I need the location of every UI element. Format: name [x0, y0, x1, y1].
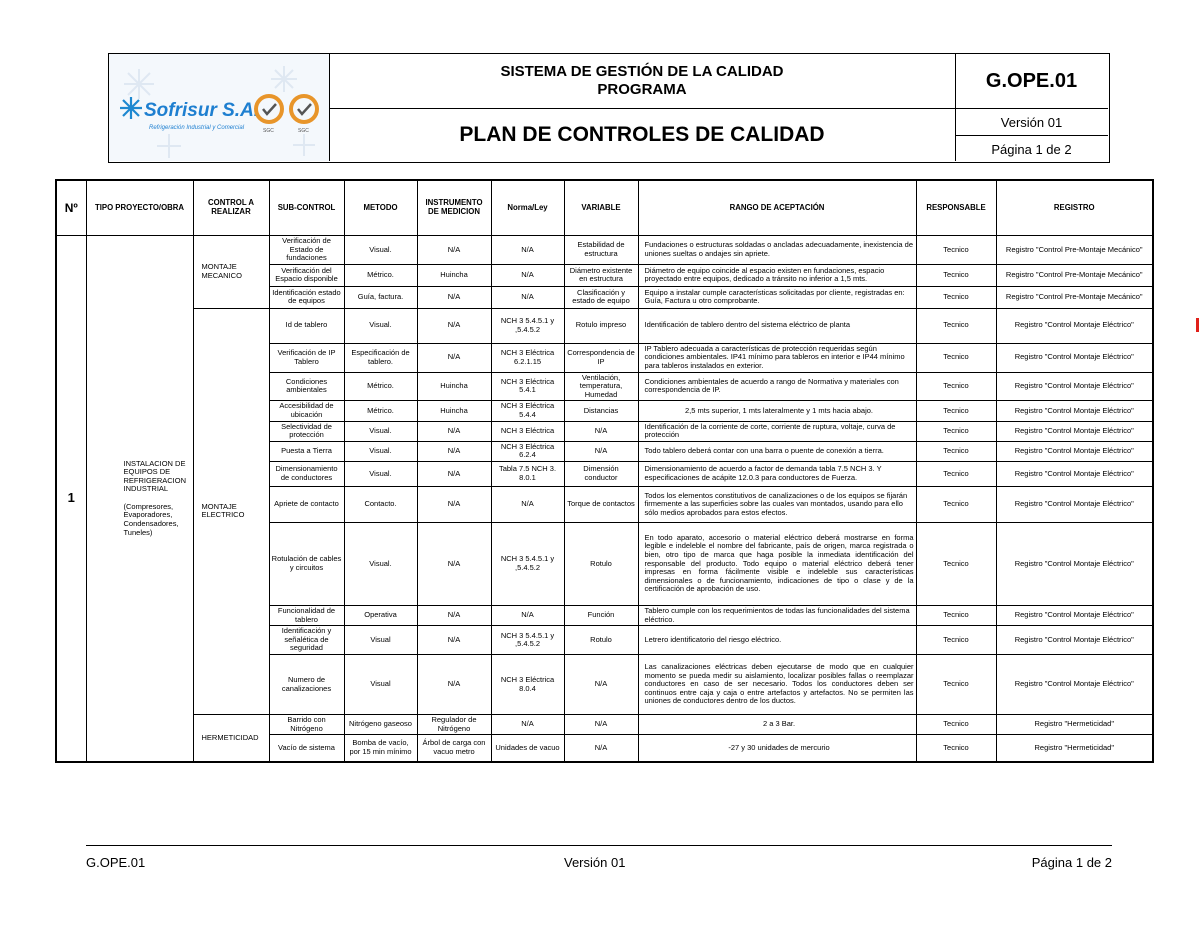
- method: Guía, factura.: [344, 286, 417, 308]
- norm: NCH 3 Eléctrica 5.4.1: [491, 372, 564, 401]
- record: Registro "Control Pre-Montaje Mecánico": [996, 286, 1153, 308]
- norm: N/A: [491, 715, 564, 735]
- column-header: RESPONSABLE: [916, 180, 996, 236]
- norm: NCH 3 Eléctrica 6.2.1.15: [491, 343, 564, 372]
- variable: Función: [564, 605, 638, 625]
- variable: Ventilación, temperatura, Humedad: [564, 372, 638, 401]
- responsible: Tecnico: [916, 715, 996, 735]
- logo-tagline-text: Refrigeración Industrial y Comercial: [149, 125, 245, 131]
- responsible: Tecnico: [916, 441, 996, 461]
- acceptance-range: Todo tablero deberá contar con una barra o puente de conexión a tierra.: [638, 441, 916, 461]
- method: Métrico.: [344, 401, 417, 421]
- method: Visual.: [344, 441, 417, 461]
- control-type: MONTAJE MECANICO: [193, 236, 269, 309]
- variable: N/A: [564, 441, 638, 461]
- column-header: INSTRUMENTO DE MEDICION: [417, 180, 491, 236]
- column-header: METODO: [344, 180, 417, 236]
- method: Visual.: [344, 522, 417, 605]
- instrument: N/A: [417, 522, 491, 605]
- method: Visual.: [344, 308, 417, 343]
- table-header-row: [56, 180, 1153, 236]
- logo-badge2-text: SGC: [298, 128, 309, 134]
- sub-control: Accesibilidad de ubicación: [269, 401, 344, 421]
- instrument: Huincha: [417, 372, 491, 401]
- column-header: CONTROL A REALIZAR: [193, 180, 269, 236]
- table-row: [56, 236, 1153, 265]
- method: Nitrógeno gaseoso: [344, 715, 417, 735]
- control-type: HERMETICIDAD: [193, 715, 269, 762]
- variable: N/A: [564, 715, 638, 735]
- norm: N/A: [491, 605, 564, 625]
- sub-control: Identificación y señalética de seguridad: [269, 626, 344, 655]
- responsible: Tecnico: [916, 264, 996, 286]
- method: Visual: [344, 655, 417, 715]
- record: Registro "Hermeticidad": [996, 735, 1153, 762]
- responsible: Tecnico: [916, 486, 996, 522]
- instrument: N/A: [417, 236, 491, 265]
- norm: NCH 3 5.4.5.1 y ,5.4.5.2: [491, 308, 564, 343]
- sub-control: Identificación estado de equipos: [269, 286, 344, 308]
- norm: NCH 3 Eléctrica: [491, 421, 564, 441]
- variable: Rotulo impreso: [564, 308, 638, 343]
- document-header: [108, 53, 1110, 163]
- acceptance-range: IP Tablero adecuada a características de protección requeridas según condiciones ambientales. IP41 mínimo para tableros en interior e IP44 mínimo para tableros instalados en exterior.: [638, 343, 916, 372]
- sub-control: Funcionalidad de tablero: [269, 605, 344, 625]
- sub-control: Puesta a Tierra: [269, 441, 344, 461]
- instrument: N/A: [417, 286, 491, 308]
- responsible: Tecnico: [916, 735, 996, 762]
- responsible: Tecnico: [916, 461, 996, 486]
- sub-control: Rotulación de cables y circuitos: [269, 522, 344, 605]
- footer-code: G.OPE.01: [86, 855, 146, 870]
- norm: N/A: [491, 264, 564, 286]
- record: Registro "Control Montaje Eléctrico": [996, 605, 1153, 625]
- variable: Dimensión conductor: [564, 461, 638, 486]
- norm: NCH 3 Eléctrica 5.4.4: [491, 401, 564, 421]
- footer-page: Página 1 de 2: [1031, 855, 1112, 870]
- instrument: N/A: [417, 441, 491, 461]
- system-title: [329, 54, 955, 109]
- column-header: Norma/Ley: [491, 180, 564, 236]
- instrument: N/A: [417, 605, 491, 625]
- acceptance-range: Tablero cumple con los requerimientos de todas las funcionalidades del sistema eléctrico.: [638, 605, 916, 625]
- acceptance-range: 2,5 mts superior, 1 mts lateralmente y 1 mts hacia abajo.: [638, 401, 916, 421]
- sub-control: Dimensionamiento de conductores: [269, 461, 344, 486]
- acceptance-range: Letrero identificatorio del riesgo eléctrico.: [638, 626, 916, 655]
- acceptance-range: Identificación de tablero dentro del sistema eléctrico de planta: [638, 308, 916, 343]
- acceptance-range: En todo aparato, accesorio o material eléctrico deberá mostrarse en forma legible e indeleble el nombre del fabricante, país de origen, marca registrada o bien, otro tipo de marca que haga posible la inmediata identificación del responsable del producto. Todo equipo o material eléctrico deberá tener impresas en forma fácilmente visible e indeleble sus características dimensionales o de funcionamiento, indicaciones de tipo o clase y de la certificación de aprobación de uso.: [638, 522, 916, 605]
- column-header: REGISTRO: [996, 180, 1153, 236]
- responsible: Tecnico: [916, 421, 996, 441]
- company-logo: [109, 54, 330, 161]
- method: Visual.: [344, 461, 417, 486]
- acceptance-range: Diámetro de equipo coincide al espacio existen en fundaciones, espacio proyectado entre equipos, dedicado a tránsito no inferior a 1,5 mts.: [638, 264, 916, 286]
- acceptance-range: Equipo a instalar cumple características solicitadas por cliente, registradas en: Guía, Factura u otro comprobante.: [638, 286, 916, 308]
- responsible: Tecnico: [916, 286, 996, 308]
- item-number: 1: [56, 236, 86, 762]
- responsible: Tecnico: [916, 308, 996, 343]
- sub-control: Verificación del Espacio disponible: [269, 264, 344, 286]
- sub-control: Verificación de IP Tablero: [269, 343, 344, 372]
- record: Registro "Control Montaje Eléctrico": [996, 441, 1153, 461]
- responsible: Tecnico: [916, 372, 996, 401]
- project-type: [86, 236, 193, 762]
- record: Registro "Control Montaje Eléctrico": [996, 401, 1153, 421]
- instrument: Huincha: [417, 401, 491, 421]
- acceptance-range: Dimensionamiento de acuerdo a factor de demanda tabla 7.5 NCH 3. Y especificaciones de acápite 12.0.3 para conductores de Fuerza.: [638, 461, 916, 486]
- sub-control: Id de tablero: [269, 308, 344, 343]
- norm: NCH 3 Eléctrica 8.0.4: [491, 655, 564, 715]
- record: Registro "Control Montaje Eléctrico": [996, 461, 1153, 486]
- method: Métrico.: [344, 372, 417, 401]
- system-line1: SISTEMA DE GESTIÓN DE LA CALIDAD: [500, 63, 784, 80]
- variable: N/A: [564, 421, 638, 441]
- responsible: Tecnico: [916, 605, 996, 625]
- method: Métrico.: [344, 264, 417, 286]
- controls-table: [55, 179, 1154, 763]
- column-header: TIPO PROYECTO/OBRA: [86, 180, 193, 236]
- table-row: [56, 715, 1153, 735]
- sub-control: Numero de canalizaciones: [269, 655, 344, 715]
- norm: NCH 3 Eléctrica 6.2.4: [491, 441, 564, 461]
- instrument: Huincha: [417, 264, 491, 286]
- document-code: G.OPE.01: [955, 54, 1108, 109]
- variable: Distancias: [564, 401, 638, 421]
- logo-brand-text: Sofrisur S.A.: [144, 100, 260, 121]
- control-type: MONTAJE ELECTRICO: [193, 308, 269, 714]
- instrument: Árbol de carga con vacuo metro: [417, 735, 491, 762]
- instrument: N/A: [417, 655, 491, 715]
- record: Registro "Control Pre-Montaje Mecánico": [996, 236, 1153, 265]
- footer-version: Versión 01: [564, 855, 626, 870]
- sub-control: Selectividad de protección: [269, 421, 344, 441]
- acceptance-range: Fundaciones o estructuras soldadas o ancladas adecuadamente, inexistencia de uniones sueltas o andajes sin apriete.: [638, 236, 916, 265]
- method: Bomba de vacío, por 15 min mínimo: [344, 735, 417, 762]
- instrument: N/A: [417, 486, 491, 522]
- logo-badge1-text: SGC: [263, 128, 274, 134]
- responsible: Tecnico: [916, 655, 996, 715]
- acceptance-range: Identificación de la corriente de corte, corriente de ruptura, voltaje, curva de protección: [638, 421, 916, 441]
- method: Visual.: [344, 421, 417, 441]
- record: Registro "Control Montaje Eléctrico": [996, 522, 1153, 605]
- responsible: Tecnico: [916, 626, 996, 655]
- sub-control: Apriete de contacto: [269, 486, 344, 522]
- record: Registro "Control Montaje Eléctrico": [996, 372, 1153, 401]
- instrument: N/A: [417, 308, 491, 343]
- document-version: Versión 01: [955, 109, 1108, 136]
- record: Registro "Control Montaje Eléctrico": [996, 626, 1153, 655]
- record: Registro "Control Montaje Eléctrico": [996, 486, 1153, 522]
- responsible: Tecnico: [916, 343, 996, 372]
- variable: Torque de contactos: [564, 486, 638, 522]
- method: Especificación de tablero.: [344, 343, 417, 372]
- norm: Tabla 7.5 NCH 3. 8.0.1: [491, 461, 564, 486]
- document-footer: [86, 845, 1112, 876]
- acceptance-range: 2 a 3 Bar.: [638, 715, 916, 735]
- norm: N/A: [491, 486, 564, 522]
- responsible: Tecnico: [916, 236, 996, 265]
- responsible: Tecnico: [916, 401, 996, 421]
- sub-control: Condiciones ambientales: [269, 372, 344, 401]
- record: Registro "Control Montaje Eléctrico": [996, 655, 1153, 715]
- record: Registro "Control Montaje Eléctrico": [996, 343, 1153, 372]
- record: Registro "Control Pre-Montaje Mecánico": [996, 264, 1153, 286]
- sub-control: Verificación de Estado de fundaciones: [269, 236, 344, 265]
- norm: N/A: [491, 286, 564, 308]
- record: Registro "Control Montaje Eléctrico": [996, 421, 1153, 441]
- table-row: [56, 308, 1153, 343]
- system-line2: PROGRAMA: [597, 81, 687, 98]
- method: Visual.: [344, 236, 417, 265]
- sub-control: Barrido con Nitrógeno: [269, 715, 344, 735]
- variable: Diámetro existente en estructura: [564, 264, 638, 286]
- project-components: (Compresores, Evaporadores, Condensadores, Tuneles): [123, 501, 179, 537]
- norm: NCH 3 5.4.5.1 y ,5.4.5.2: [491, 522, 564, 605]
- method: Visual: [344, 626, 417, 655]
- document-page: Página 1 de 2: [991, 141, 1072, 157]
- variable: Clasificación y estado de equipo: [564, 286, 638, 308]
- margin-marker: [1196, 318, 1199, 332]
- column-header: RANGO DE ACEPTACIÓN: [638, 180, 916, 236]
- method: Contacto.: [344, 486, 417, 522]
- sub-control: Vacío de sistema: [269, 735, 344, 762]
- method: Operativa: [344, 605, 417, 625]
- acceptance-range: Condiciones ambientales de acuerdo a rango de Normativa y materiales con correspondencia de IP.: [638, 372, 916, 401]
- instrument: Regulador de Nitrógeno: [417, 715, 491, 735]
- project-name: INSTALACION DE EQUIPOS DE REFRIGERACION INDUSTRIAL: [123, 458, 187, 494]
- instrument: N/A: [417, 626, 491, 655]
- norm: Unidades de vacuo: [491, 735, 564, 762]
- column-header: VARIABLE: [564, 180, 638, 236]
- variable: Rotulo: [564, 626, 638, 655]
- acceptance-range: Todos los elementos constitutivos de canalizaciones o de los equipos se fijarán firmemente a las superficies sobre las cuales van montados, usando para ello sólo medios aprobados para estos efectos.: [638, 486, 916, 522]
- document-title: PLAN DE CONTROLES DE CALIDAD: [459, 122, 825, 146]
- variable: Correspondencia de IP: [564, 343, 638, 372]
- acceptance-range: Las canalizaciones eléctricas deben ejecutarse de modo que en cualquier momento se pueda medir su aislamiento, localizar posibles fallas o reemplazar conductores en caso de ser necesario. Todos los conductores deben ser continuos entre caja y caja o entre artefactos y artefactos. No se permiten las uniones de conductores dentro de los ductos.: [638, 655, 916, 715]
- record: Registro "Control Montaje Eléctrico": [996, 308, 1153, 343]
- instrument: N/A: [417, 421, 491, 441]
- column-header: SUB-CONTROL: [269, 180, 344, 236]
- instrument: N/A: [417, 461, 491, 486]
- instrument: N/A: [417, 343, 491, 372]
- norm: N/A: [491, 236, 564, 265]
- variable: Estabilidad de estructura: [564, 236, 638, 265]
- responsible: Tecnico: [916, 522, 996, 605]
- norm: NCH 3 5.4.5.1 y ,5.4.5.2: [491, 626, 564, 655]
- variable: N/A: [564, 735, 638, 762]
- column-header: Nº: [56, 180, 86, 236]
- variable: Rotulo: [564, 522, 638, 605]
- variable: N/A: [564, 655, 638, 715]
- record: Registro "Hermeticidad": [996, 715, 1153, 735]
- acceptance-range: -27 y 30 unidades de mercurio: [638, 735, 916, 762]
